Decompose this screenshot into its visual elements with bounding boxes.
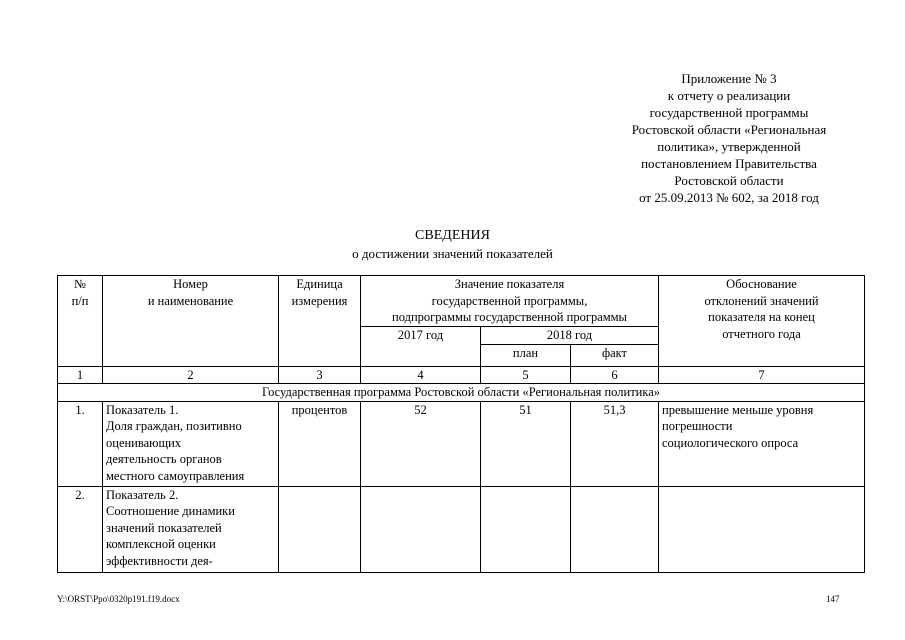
section-title: Государственная программа Ростовской области «Региональная политика» <box>58 384 865 402</box>
row-plan-value <box>481 486 571 572</box>
row-2017-value <box>361 486 481 572</box>
header-reason: Обоснование отклонений значений показателя на конец отчетного года <box>659 276 865 367</box>
row-num: 1. <box>58 401 103 486</box>
row-name: Показатель 1. Доля граждан, позитивно оценивающих деятельность органов местного самоуправления <box>103 401 279 486</box>
header-name: Номер и наименование <box>103 276 279 367</box>
column-number-row <box>58 366 865 384</box>
row-2017-value: 52 <box>361 401 481 486</box>
footer-file-path: Y:\ORST\Ppo\0320p191.f19.docx <box>57 594 180 604</box>
row-fact-value: 51,3 <box>571 401 659 486</box>
appendix-line: государственной программы <box>649 105 809 120</box>
row-unit: процентов <box>279 401 361 486</box>
header-num: № п/п <box>58 276 103 367</box>
row-reason <box>659 486 865 572</box>
col-number: 1 <box>58 366 103 384</box>
header-2017: 2017 год <box>361 327 481 367</box>
appendix-line: политика», утвержденной <box>657 139 801 154</box>
table-row <box>58 486 865 572</box>
appendix-line: Ростовской области <box>674 173 784 188</box>
row-reason: превышение меньше уровня погрешности социологического опроса <box>659 401 865 486</box>
section-row <box>58 384 865 402</box>
col-number: 5 <box>481 366 571 384</box>
appendix-note <box>609 70 849 206</box>
col-number: 2 <box>103 366 279 384</box>
row-name: Показатель 2. Соотношение динамики значений показателей комплексной оценки эффективности дея- <box>103 486 279 572</box>
indicators-table <box>57 275 865 573</box>
header-plan: план <box>481 344 571 366</box>
col-number: 3 <box>279 366 361 384</box>
row-num: 2. <box>58 486 103 572</box>
header-2018: 2018 год <box>481 327 659 345</box>
row-unit <box>279 486 361 572</box>
header-value: Значение показателя государственной программы, подпрограммы государственной программы <box>361 276 659 327</box>
header-unit: Единица измерения <box>279 276 361 367</box>
document-subtitle: о достижении значений показателей <box>352 246 553 261</box>
row-plan-value: 51 <box>481 401 571 486</box>
row-fact-value <box>571 486 659 572</box>
appendix-line: Приложение № 3 <box>681 71 777 86</box>
appendix-line: от 25.09.2013 № 602, за 2018 год <box>639 190 819 205</box>
col-number: 4 <box>361 366 481 384</box>
appendix-line: к отчету о реализации <box>667 88 791 103</box>
appendix-line: постановлением Правительства <box>641 156 817 171</box>
table-row <box>58 401 865 486</box>
header-row-1 <box>58 276 865 327</box>
header-fact: факт <box>571 344 659 366</box>
page-number: 147 <box>826 594 840 604</box>
col-number: 7 <box>659 366 865 384</box>
col-number: 6 <box>571 366 659 384</box>
document-title: СВЕДЕНИЯ <box>415 228 490 243</box>
appendix-line: Ростовской области «Региональная <box>631 122 827 137</box>
